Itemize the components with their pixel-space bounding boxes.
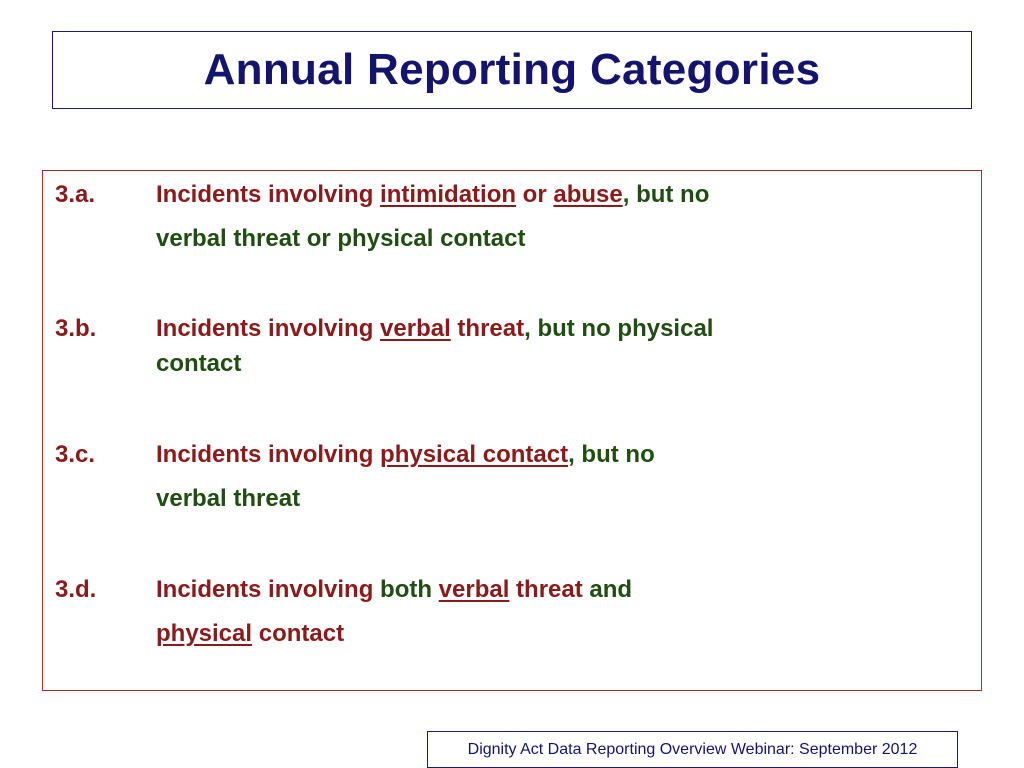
category-line-2	[156, 485, 300, 513]
underlined-term: intimidation	[380, 181, 517, 208]
category-number: 3.d.	[55, 576, 97, 603]
category-line-2	[156, 620, 344, 648]
category-number: 3.a.	[55, 181, 96, 208]
underlined-term: abuse	[553, 181, 623, 208]
category-text: threat	[509, 576, 583, 603]
title-box	[52, 31, 972, 109]
category-text: , but no physical	[524, 315, 714, 342]
category-text: threat	[450, 315, 525, 342]
underlined-term: physical contact	[380, 441, 569, 468]
categories-box	[42, 170, 982, 691]
category-text: both	[380, 576, 439, 603]
category-text: Incidents involving	[156, 315, 381, 342]
category-text: and	[582, 576, 633, 603]
category-line-1	[156, 315, 713, 343]
category-text: verbal threat or physical contact	[156, 225, 526, 252]
category-text: Incidents involving	[156, 576, 381, 603]
footer-box	[427, 731, 958, 768]
category-text: Incidents involving	[156, 441, 381, 468]
category-text: contact	[252, 620, 345, 647]
underlined-term: physical	[156, 620, 253, 647]
category-line-2	[156, 350, 241, 378]
slide-title: Annual Reporting Categories	[203, 45, 821, 94]
category-text: or	[516, 181, 554, 208]
category-line-2	[156, 225, 525, 253]
category-number: 3.c.	[55, 441, 96, 468]
underlined-term: verbal	[438, 576, 510, 603]
category-text: verbal threat	[156, 485, 301, 512]
category-line-1	[156, 181, 709, 209]
footer-text: Dignity Act Data Reporting Overview Webinar: September 2012	[467, 740, 918, 758]
category-text: , but no	[622, 181, 710, 208]
underlined-term: verbal	[380, 315, 451, 342]
category-text: contact	[156, 350, 242, 377]
category-text: Incidents involving	[156, 181, 381, 208]
category-line-1	[156, 576, 632, 604]
category-line-1	[156, 441, 655, 469]
category-text: , but no	[568, 441, 655, 468]
category-number: 3.b.	[55, 315, 97, 342]
